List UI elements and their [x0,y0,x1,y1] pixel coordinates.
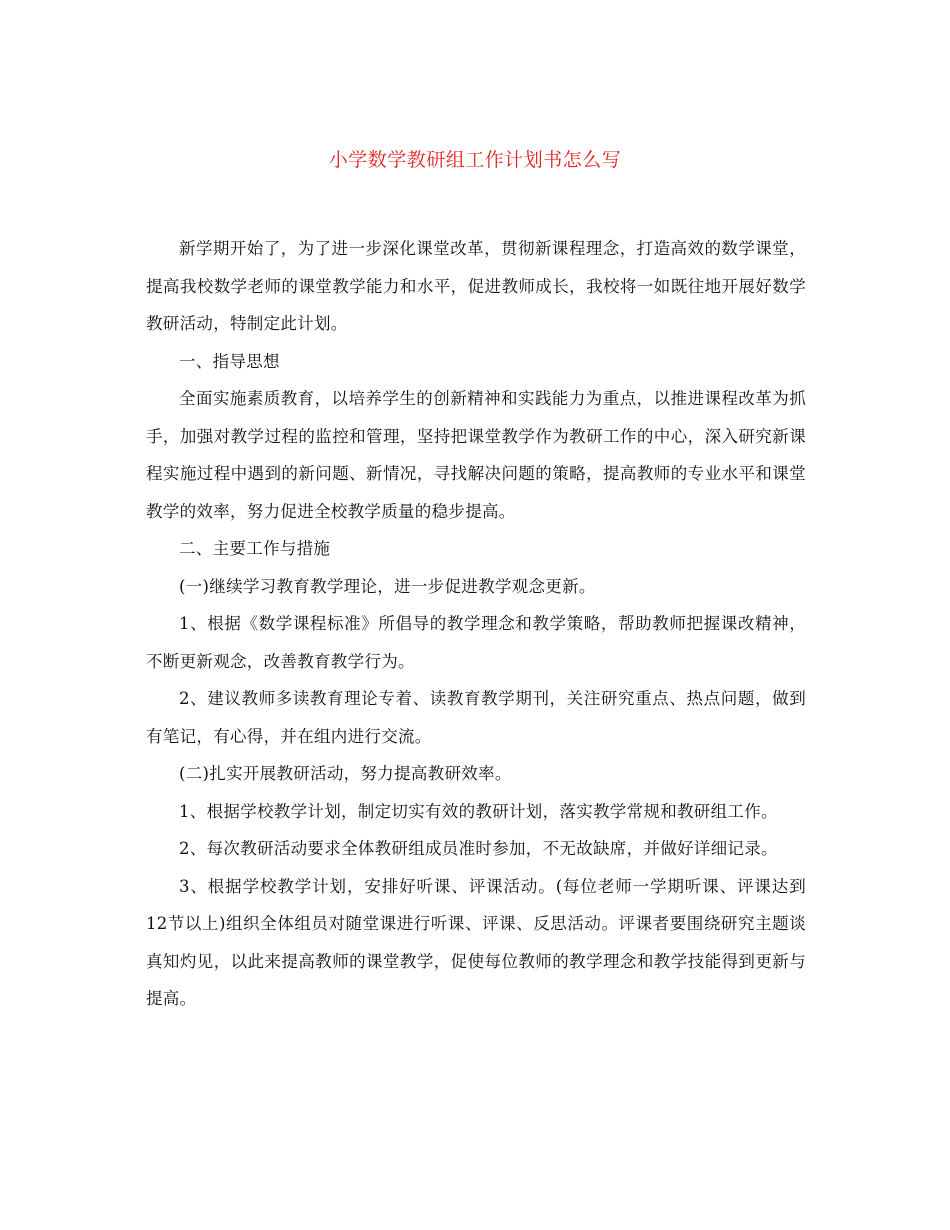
document-title: 小学数学教研组工作计划书怎么写 [328,149,622,171]
paragraph-intro: 新学期开始了，为了进一步深化课堂改革，贯彻新课程理念，打造高效的数学课堂，提高我校数学老师的课堂教学能力和水平，促进教师成长，我校将一如既往地开展好数学教研活动，特制定此计划。 [146,239,806,333]
section-heading-guiding-thought: 一、指导思想 [179,351,280,371]
list-item-lesson-observation: 3、根据学校教学计划，安排好听课、评课活动。(每位老师一学期听课、评课达到12节以上)组织全体组员对随堂课进行听课、评课、反思活动。评课者要围绕研究主题谈真知灼见，以此来提高教师的课堂教学，促使每位教师的教学理念和教学技能得到更新与提高。 [146,876,806,1008]
subsection-heading-research-activities: (二)扎实开展教研活动，努力提高教研效率。 [179,764,512,783]
paragraph-guiding-thought: 全面实施素质教育，以培养学生的创新精神和实践能力为重点，以推进课程改革为抓手，加强对教学过程的监控和管理，坚持把课堂教学作为教研工作的中心，深入研究新课程实施过程中遇到的新问题、新情况，寻找解决问题的策略，提高教师的专业水平和课堂教学的效率，努力促进全校教学质量的稳步提高。 [146,389,806,521]
section-heading-main-work: 二、主要工作与措施 [179,539,331,558]
subsection-heading-theory-study: (一)继续学习教育教学理论，进一步促进教学观念更新。 [179,576,596,596]
list-item-curriculum-standard: 1、根据《数学课程标准》所倡导的教学理念和教学策略，帮助教师把握课改精神，不断更新观念，改善教育教学行为。 [146,614,806,671]
list-item-attendance: 2、每次教研活动要求全体教研组成员准时参加，不无故缺席，并做好详细记录。 [179,839,778,858]
list-item-reading-suggestion: 2、建议教师多读教育理论专着、读教育教学期刊，关注研究重点、热点问题，做到有笔记，有心得，并在组内进行交流。 [146,689,806,746]
list-item-research-plan: 1、根据学校教学计划，制定切实有效的教研计划，落实教学常规和教研组工作。 [179,801,778,821]
document-body [146,230,806,1018]
